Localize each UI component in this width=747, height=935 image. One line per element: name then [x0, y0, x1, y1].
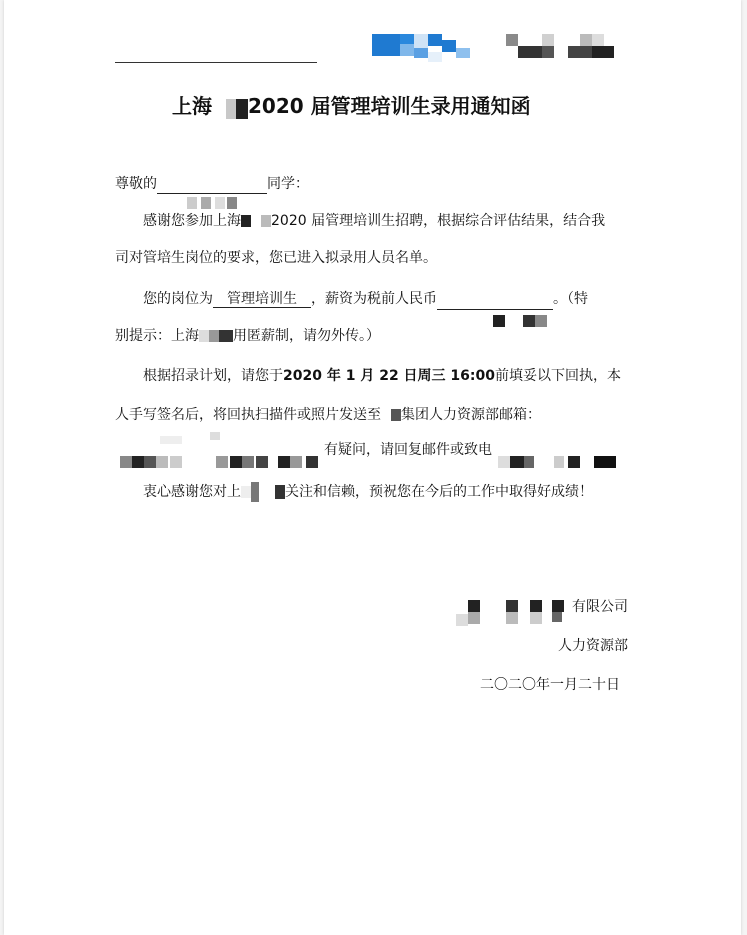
p2-line1-prefix: 您的岗位为	[143, 291, 213, 307]
redaction-mosaic	[381, 405, 401, 425]
p2-line1-mid: ，薪资为税前人民币	[311, 291, 437, 307]
paragraph-2-line-2	[115, 326, 380, 346]
p3-line1-prefix: 根据招录计划，请您于	[143, 368, 283, 384]
paragraph-1-line-2: 司对管培生岗位的要求，您已进入拟录用人员名单。	[115, 250, 437, 266]
phone-redaction	[498, 454, 618, 470]
paragraph-3-line-3: 有疑问，请回复邮件或致电	[324, 442, 492, 458]
redaction-mosaic	[241, 482, 285, 502]
p4-suffix: 关注和信赖，预祝您在今后的工作中取得好成绩！	[285, 484, 593, 500]
p3-line2-suffix: 集团人力资源部邮箱：	[401, 407, 541, 423]
letter-page	[4, 0, 741, 935]
p2-line1-suffix: 。（特	[553, 291, 588, 307]
company-logo-icon	[372, 34, 472, 68]
title-suffix: 2020 届管理培训生录用通知函	[248, 94, 531, 118]
paragraph-4	[143, 482, 593, 502]
position-value: 管理培训生	[213, 291, 311, 308]
department: 人力资源部	[558, 638, 628, 654]
greeting-prefix: 尊敬的	[115, 176, 157, 192]
recipient-name-blank	[157, 193, 267, 194]
title-prefix: 上海	[172, 94, 212, 118]
company-name-redaction	[456, 598, 566, 628]
paragraph-2-line-1	[143, 289, 588, 310]
redaction-mosaic	[199, 326, 233, 346]
company-suffix: 有限公司	[572, 599, 628, 615]
p3-line1-suffix: 前填妥以下回执，本	[495, 368, 621, 384]
p1-line1-suffix: 2020 届管理培训生招聘，根据综合评估结果，结合我	[271, 213, 606, 229]
email-redaction	[120, 454, 320, 470]
paragraph-1-line-1	[143, 211, 605, 231]
p4-prefix: 衷心感谢您对上	[143, 484, 241, 500]
redaction-mosaic	[241, 211, 271, 231]
p2-line2-prefix: 别提示：上海	[115, 328, 199, 344]
p3-line2-prefix: 人手写签名后，将回执扫描件或照片发送至	[115, 407, 381, 423]
paragraph-3-line-1	[143, 366, 621, 386]
p1-line1-prefix: 感谢您参加上海	[143, 213, 241, 229]
greeting-suffix: 同学：	[267, 176, 309, 192]
reply-deadline: 2020 年 1 月 22 日周三 16:00	[283, 368, 495, 384]
redaction-mosaic	[212, 95, 248, 121]
salary-blank	[437, 309, 553, 310]
letter-date: 二〇二〇年一月二十日	[480, 677, 620, 693]
company-name-pixelated	[506, 34, 616, 62]
greeting-line	[115, 174, 309, 194]
p2-line2-suffix: 用匿薪制，请勿外传。）	[233, 328, 380, 344]
paragraph-3-line-2	[115, 405, 541, 425]
letter-title	[172, 93, 531, 121]
name-signature-line	[115, 62, 317, 63]
